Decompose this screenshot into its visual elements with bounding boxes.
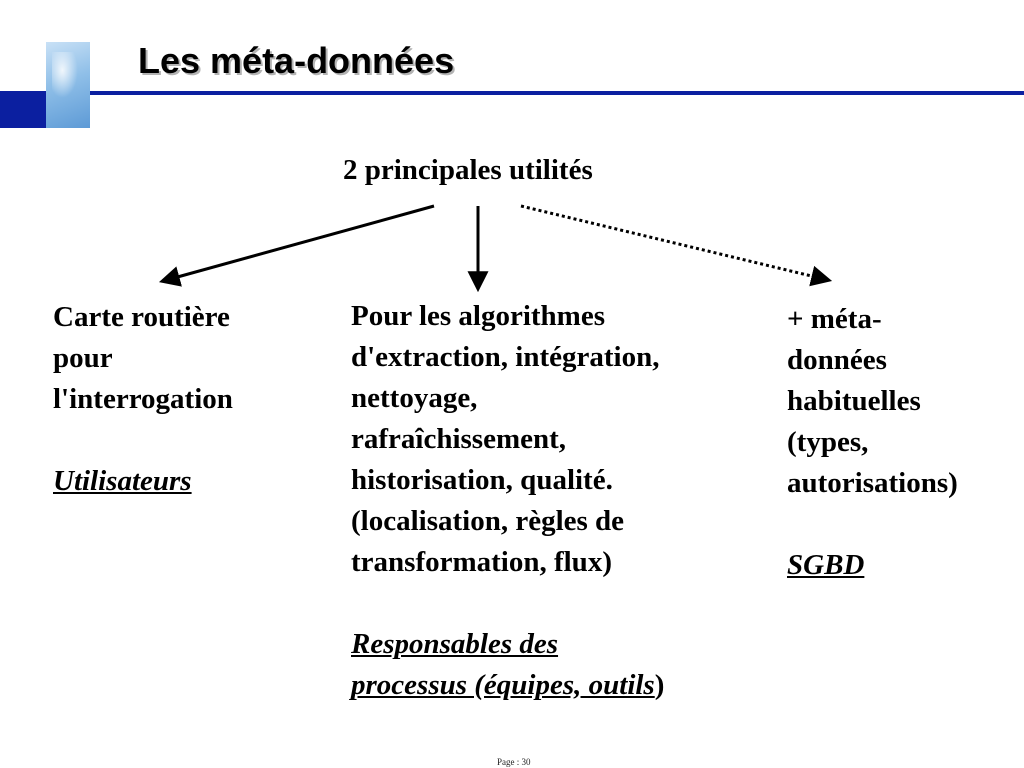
arrow-left — [163, 206, 434, 281]
column-center-audience-suffix: ) — [654, 669, 665, 701]
column-center-line: transformation, flux) — [351, 546, 612, 578]
column-left-line: Carte routière — [53, 301, 230, 333]
column-right-line: données — [787, 344, 887, 376]
column-center-line: d'extraction, intégration, — [351, 341, 660, 373]
column-center-line: nettoyage, — [351, 382, 478, 414]
column-center-line: rafraîchissement, — [351, 423, 567, 455]
column-center-audience: processus (équipes, outils — [351, 669, 655, 701]
column-center-line: historisation, qualité. — [351, 464, 613, 496]
column-right-line: (types, — [787, 426, 869, 458]
column-left — [53, 297, 313, 502]
column-right-line: habituelles — [787, 385, 921, 417]
root-node: 2 principales utilités — [343, 154, 593, 186]
column-right-audience: SGBD — [787, 549, 865, 581]
arrow-right-dotted — [521, 206, 828, 280]
column-center-line: (localisation, règles de — [351, 505, 625, 537]
slide-title: Les méta-données — [138, 40, 455, 81]
column-left-audience: Utilisateurs — [53, 465, 192, 497]
column-right-line: autorisations) — [787, 467, 958, 499]
column-right-line: + méta- — [787, 303, 882, 335]
column-left-line: pour — [53, 342, 113, 374]
column-left-line: l'interrogation — [53, 383, 233, 415]
column-center-line: Pour les algorithmes — [351, 300, 605, 332]
column-center — [351, 296, 751, 706]
page-number: Page : 30 — [497, 757, 531, 767]
column-right — [787, 299, 1007, 586]
column-center-audience: Responsables des — [351, 628, 559, 660]
